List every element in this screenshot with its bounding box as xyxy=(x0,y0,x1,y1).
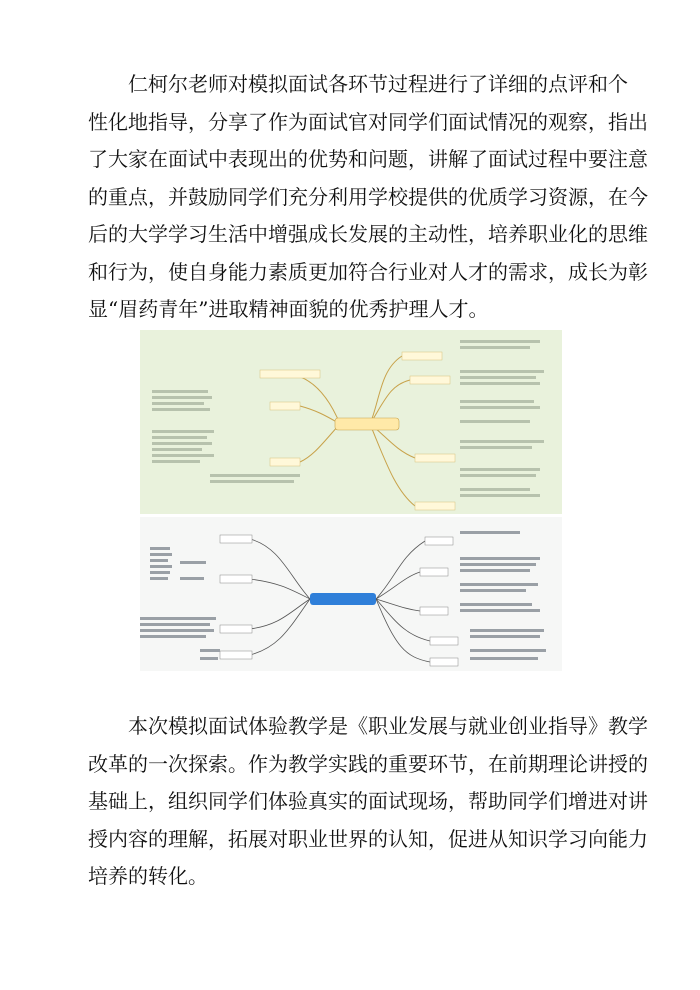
mind-map-image-2 xyxy=(140,517,562,671)
paragraph-line: 授内容的理解，拓展对职业世界的认知，促进从知识学习向能力 xyxy=(88,826,648,851)
paragraph-2 xyxy=(88,708,648,896)
mind-map-image-1 xyxy=(140,330,562,514)
paragraph-line: 显“眉药青年”进取精神面貌的优秀护理人才。 xyxy=(88,297,489,321)
paragraph-line: 性化地指导，分享了作为面试官对同学们面试情况的观察，指出 xyxy=(88,109,648,134)
mind-map-1-drawing xyxy=(140,330,562,514)
paragraph-line: 了大家在面试中表现出的优势和问题，讲解了面试过程中要注意 xyxy=(88,147,648,171)
paragraph-1 xyxy=(88,66,648,329)
paragraph-line: 本次模拟面试体验教学是《职业发展与就业创业指导》教学 xyxy=(128,714,648,738)
mind-map-2-drawing xyxy=(140,517,562,671)
paragraph-line: 改革的一次探索。作为教学实践的重要环节，在前期理论讲授的 xyxy=(88,751,648,776)
paragraph-line: 和行为，使自身能力素质更加符合行业对人才的需求，成长为彰 xyxy=(88,259,648,284)
paragraph-line: 后的大学学习生活中增强成长发展的主动性，培养职业化的思维 xyxy=(88,222,648,246)
paragraph-line: 仁柯尔老师对模拟面试各环节过程进行了详细的点评和个 xyxy=(128,72,628,96)
paragraph-line: 基础上，组织同学们体验真实的面试现场，帮助同学们增进对讲 xyxy=(88,789,648,813)
paragraph-line: 的重点，并鼓励同学们充分利用学校提供的优质学习资源，在今 xyxy=(88,184,648,209)
paragraph-line: 培养的转化。 xyxy=(88,864,208,888)
